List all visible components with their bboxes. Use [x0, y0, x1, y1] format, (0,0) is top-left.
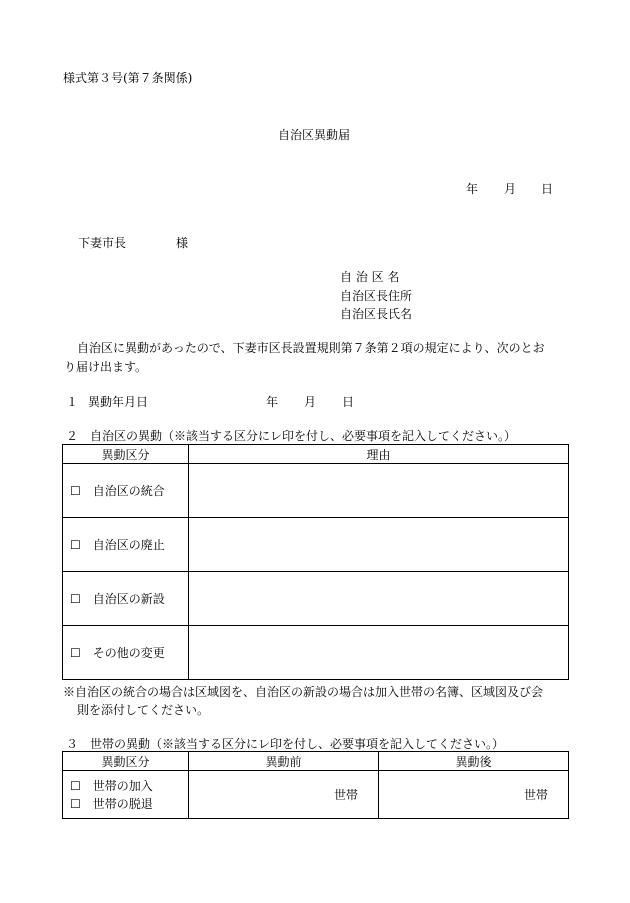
form-id: 様式第３号(第７条関係) — [63, 71, 193, 85]
section2-table — [62, 444, 569, 680]
section1-month-label: 月 — [304, 395, 317, 409]
section3-col-after: 異動後 — [379, 752, 569, 771]
section2-col-reason: 理由 — [189, 445, 569, 464]
reason-field-abolish[interactable] — [189, 518, 569, 572]
checkbox-abolish[interactable]: ☐ — [70, 538, 81, 552]
table-row — [63, 572, 569, 626]
section3-table — [62, 751, 569, 819]
after-household-field[interactable] — [379, 771, 569, 819]
after-unit-label: 世帯 — [523, 788, 548, 802]
checkbox-household-leave[interactable]: ☐ — [70, 796, 81, 811]
option-label-household-join: 世帯の加入 — [92, 778, 153, 793]
applicant-district-name: 自 治 区 名 — [340, 270, 400, 284]
section2-col-category: 異動区分 — [63, 445, 189, 464]
date-year-label: 年 — [466, 182, 479, 196]
option-label-household-leave: 世帯の脱退 — [92, 796, 153, 811]
row-label-other: その他の変更 — [92, 646, 165, 660]
section1-day-label: 日 — [342, 395, 355, 409]
body-text-line-1: 自治区に異動があったので、下妻市区長設置規則第７条第２項の規定により、次のとお — [77, 341, 545, 355]
section2-heading: ２ 自治区の異動（※該当する区分にレ印を付し、必要事項を記入してください。） — [66, 429, 517, 443]
checkbox-merge[interactable]: ☐ — [70, 484, 81, 498]
date-month-label: 月 — [504, 182, 517, 196]
checkbox-establish[interactable]: ☐ — [70, 592, 81, 606]
reason-field-merge[interactable] — [189, 464, 569, 518]
table-row — [63, 464, 569, 518]
section1-number: １ — [66, 395, 79, 409]
before-household-field[interactable] — [189, 771, 379, 819]
section1-label: 異動年月日 — [88, 395, 149, 409]
applicant-leader-name: 自治区長氏名 — [340, 307, 413, 321]
table-row — [63, 518, 569, 572]
section3-heading: ３ 世帯の異動（※該当する区分にレ印を付し、必要事項を記入してください。） — [66, 737, 505, 751]
table-row — [63, 771, 569, 819]
page-title: 自治区異動届 — [278, 128, 351, 142]
section2-note-line-2: 則を添付してください。 — [77, 703, 210, 717]
addressee-name: 下妻市長 — [78, 236, 127, 250]
body-text-line-2: り届け出ます。 — [64, 360, 148, 374]
reason-field-other[interactable] — [189, 626, 569, 680]
table-row — [63, 626, 569, 680]
addressee-honorific: 様 — [176, 236, 189, 250]
section2-note-line-1: ※自治区の統合の場合は区域図を、自治区の新設の場合は加入世帯の名簿、区域図及び会 — [63, 685, 544, 699]
row-label-merge: 自治区の統合 — [92, 484, 165, 498]
checkbox-household-join[interactable]: ☐ — [70, 778, 81, 793]
date-day-label: 日 — [541, 182, 554, 196]
row-label-abolish: 自治区の廃止 — [92, 538, 165, 552]
section3-col-before: 異動前 — [189, 752, 379, 771]
section1-year-label: 年 — [266, 395, 279, 409]
reason-field-establish[interactable] — [189, 572, 569, 626]
checkbox-other[interactable]: ☐ — [70, 646, 81, 660]
section3-col-category: 異動区分 — [63, 752, 189, 771]
row-label-establish: 自治区の新設 — [92, 592, 165, 606]
applicant-leader-address: 自治区長住所 — [340, 289, 413, 303]
before-unit-label: 世帯 — [333, 788, 358, 802]
